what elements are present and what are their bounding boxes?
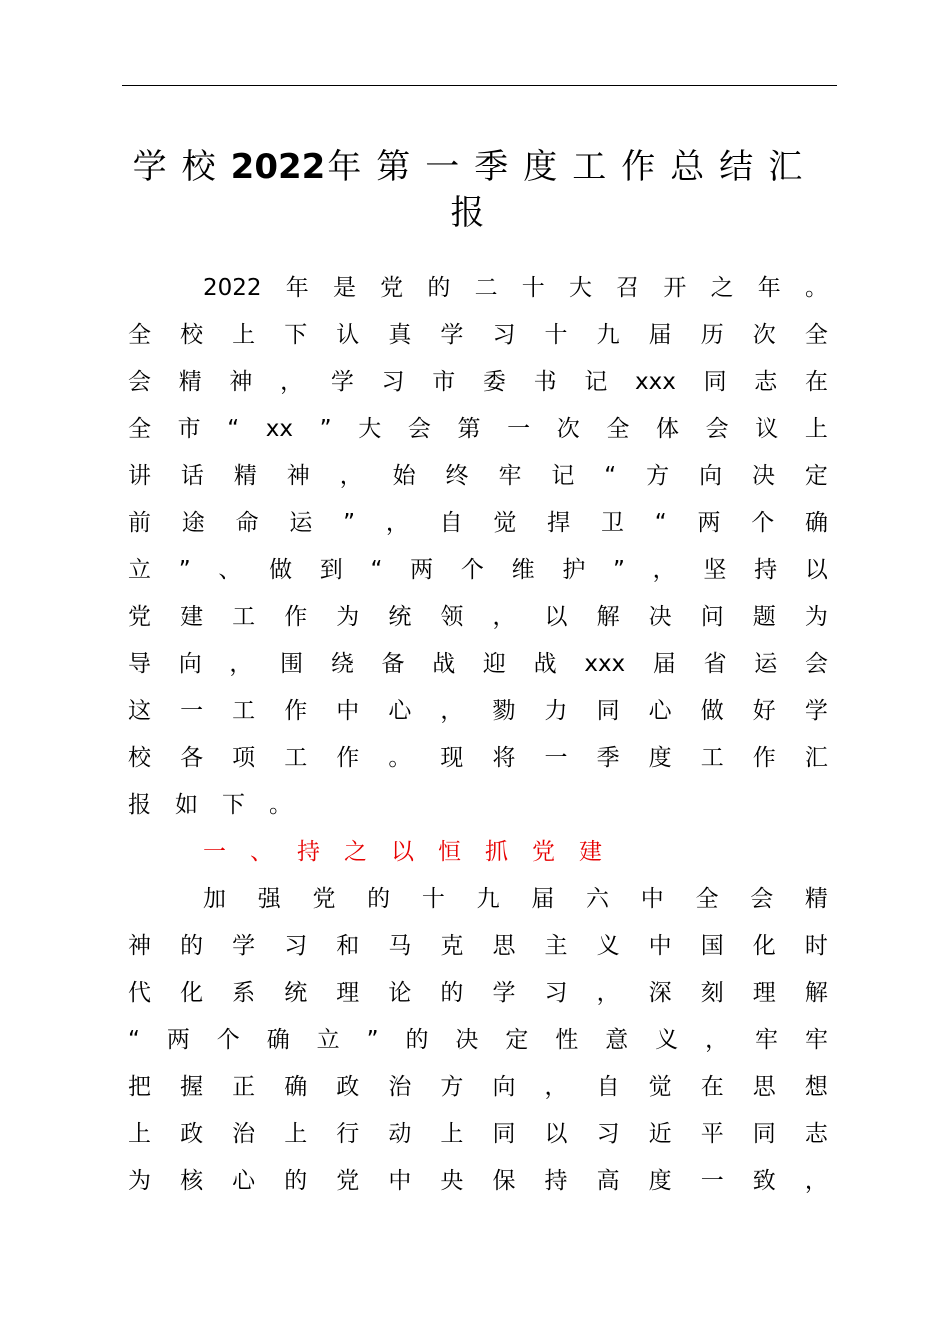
text-glyph: 义 [596, 933, 620, 959]
text-glyph: 习 [381, 369, 405, 395]
text-glyph: 党 [312, 886, 336, 912]
header-rule [122, 85, 837, 86]
text-glyph: 志 [754, 369, 778, 395]
text-glyph: 决 [751, 463, 775, 489]
text-glyph: 主 [544, 933, 568, 959]
text-glyph: 问 [700, 604, 724, 630]
text-glyph: 一 [507, 416, 531, 442]
text-glyph: 下 [284, 322, 308, 348]
text-glyph: 绕 [330, 651, 354, 677]
text-glyph: 2022 [203, 275, 262, 301]
text-glyph: “ [227, 416, 240, 442]
text-glyph: 做 [269, 557, 293, 583]
text-glyph: 之 [710, 275, 734, 301]
body-line [128, 1158, 828, 1205]
text-glyph: 以 [544, 1121, 568, 1147]
text-glyph: 、 [250, 839, 273, 865]
text-glyph: 心 [648, 698, 672, 724]
text-glyph: 备 [381, 651, 405, 677]
text-glyph: ， [339, 463, 363, 489]
text-glyph: 市 [177, 416, 201, 442]
text-glyph: 思 [492, 933, 516, 959]
text-glyph: ， [652, 557, 676, 583]
text-glyph: 思 [752, 1074, 776, 1100]
text-glyph: 时 [804, 933, 828, 959]
text-glyph: 为 [128, 1168, 151, 1194]
text-glyph: 的 [440, 980, 464, 1006]
section-heading [203, 829, 828, 876]
text-glyph: 运 [289, 510, 313, 536]
text-glyph: 定 [505, 1027, 529, 1053]
body-line [128, 923, 828, 970]
text-glyph: ， [705, 1027, 729, 1053]
text-glyph: ， [440, 698, 464, 724]
text-glyph: 意 [605, 1027, 629, 1053]
text-glyph: 的 [284, 1168, 308, 1194]
text-glyph: ” [319, 416, 332, 442]
text-glyph: 校 [180, 322, 204, 348]
text-glyph: 中 [388, 1168, 412, 1194]
text-glyph: 学 [440, 322, 464, 348]
text-glyph: 为 [336, 604, 360, 630]
text-glyph: 上 [232, 322, 256, 348]
text-glyph: 战 [533, 651, 557, 677]
text-glyph: 一 [700, 1168, 724, 1194]
text-glyph: 强 [257, 886, 281, 912]
text-glyph: 决 [648, 604, 672, 630]
text-glyph: 到 [319, 557, 343, 583]
body-line [203, 876, 828, 923]
text-glyph: 卫 [600, 510, 624, 536]
text-glyph: 中 [640, 886, 664, 912]
text-glyph: ， [229, 651, 253, 677]
text-glyph: 政 [180, 1121, 204, 1147]
text-glyph: 自 [439, 510, 463, 536]
text-glyph: 书 [533, 369, 557, 395]
text-glyph: 两 [697, 510, 721, 536]
text-glyph: 校 [128, 745, 151, 771]
text-glyph: 如 [175, 792, 198, 818]
text-glyph: 工 [700, 745, 724, 771]
text-glyph: 工 [232, 698, 256, 724]
text-glyph: 全 [606, 416, 630, 442]
text-glyph: 届 [531, 886, 555, 912]
text-glyph: 方 [440, 1074, 464, 1100]
text-glyph: 始 [392, 463, 416, 489]
text-glyph: 持 [297, 839, 320, 865]
text-glyph: “ [604, 463, 617, 489]
text-glyph: 之 [344, 839, 367, 865]
text-glyph: 记 [551, 463, 575, 489]
text-glyph: 力 [544, 698, 568, 724]
text-glyph: 精 [233, 463, 257, 489]
text-glyph: “ [654, 510, 667, 536]
text-glyph: 市 [432, 369, 456, 395]
text-glyph: 解 [804, 980, 828, 1006]
text-glyph: 汇 [804, 745, 828, 771]
text-glyph: 、 [218, 557, 242, 583]
text-glyph: 前 [128, 510, 151, 536]
body-line [128, 406, 828, 453]
text-glyph: 记 [584, 369, 608, 395]
title-line-1 [120, 144, 830, 190]
text-glyph: 建 [180, 604, 204, 630]
text-glyph: 心 [232, 1168, 256, 1194]
body-line [128, 1017, 828, 1064]
text-glyph: 牢 [804, 1027, 828, 1053]
text-glyph: 两 [410, 557, 434, 583]
text-glyph: 会 [705, 416, 729, 442]
text-glyph: 学 [804, 698, 828, 724]
text-glyph: 各 [180, 745, 204, 771]
text-glyph: 个 [216, 1027, 240, 1053]
text-glyph: 十 [521, 275, 545, 301]
text-glyph: 年 [757, 275, 781, 301]
text-glyph: 论 [388, 980, 412, 1006]
text-glyph: xx [265, 416, 294, 442]
text-glyph: 确 [805, 510, 828, 536]
text-glyph: 上 [440, 1121, 464, 1147]
text-glyph: 政 [336, 1074, 360, 1100]
text-glyph: 作 [284, 698, 308, 724]
text-glyph: 学 [232, 933, 256, 959]
text-glyph: 动 [388, 1121, 412, 1147]
text-glyph: 立 [128, 557, 151, 583]
text-glyph: ， [385, 510, 409, 536]
text-glyph: 央 [440, 1168, 464, 1194]
text-glyph: “ [370, 557, 383, 583]
text-glyph: 会 [407, 416, 431, 442]
text-glyph: 的 [180, 933, 204, 959]
text-glyph: 觉 [648, 1074, 672, 1100]
text-glyph: 的 [427, 275, 451, 301]
text-glyph: 高 [596, 1168, 620, 1194]
text-glyph: 这 [128, 698, 151, 724]
text-glyph: 次 [556, 416, 580, 442]
text-glyph: “ [128, 1027, 140, 1053]
text-glyph: 做 [700, 698, 724, 724]
text-glyph: 会 [128, 369, 151, 395]
text-glyph: 核 [180, 1168, 204, 1194]
text-glyph: 维 [511, 557, 535, 583]
text-glyph: 化 [180, 980, 204, 1006]
text-glyph: 牢 [755, 1027, 779, 1053]
text-glyph: 解 [596, 604, 620, 630]
text-glyph: ， [280, 369, 304, 395]
text-glyph: 护 [562, 557, 586, 583]
text-glyph: 终 [445, 463, 469, 489]
text-glyph: xxx [584, 651, 626, 677]
text-glyph: 近 [648, 1121, 672, 1147]
text-glyph: 一 [544, 745, 568, 771]
text-glyph: 上 [804, 416, 828, 442]
text-glyph: 运 [754, 651, 778, 677]
text-glyph: 导 [128, 651, 151, 677]
text-glyph: 理 [336, 980, 360, 1006]
body-line [128, 359, 828, 406]
body-line [203, 265, 828, 312]
text-glyph: 讲 [128, 463, 151, 489]
text-glyph: 个 [751, 510, 775, 536]
text-glyph: 方 [646, 463, 670, 489]
text-glyph: 以 [544, 604, 568, 630]
text-glyph: 迎 [482, 651, 506, 677]
text-glyph: 一 [180, 698, 204, 724]
text-glyph: 的 [367, 886, 391, 912]
text-glyph: 和 [336, 933, 360, 959]
text-glyph: 捍 [547, 510, 571, 536]
text-glyph: 克 [440, 933, 464, 959]
text-glyph: 委 [482, 369, 506, 395]
text-glyph: 题 [752, 604, 776, 630]
text-glyph: 同 [596, 698, 620, 724]
text-glyph: 马 [388, 933, 412, 959]
text-glyph: 全 [128, 416, 151, 442]
text-glyph: 建 [579, 839, 602, 865]
text-glyph: 体 [655, 416, 679, 442]
text-glyph: 将 [492, 745, 516, 771]
text-glyph: 自 [596, 1074, 620, 1100]
text-glyph: 以 [804, 557, 828, 583]
text-glyph: 抓 [485, 839, 508, 865]
text-glyph: 确 [284, 1074, 308, 1100]
text-glyph: 六 [586, 886, 610, 912]
text-glyph: 话 [180, 463, 204, 489]
text-glyph: 认 [336, 322, 360, 348]
text-glyph: 学 [330, 369, 354, 395]
text-glyph: 平 [700, 1121, 724, 1147]
body-line [128, 500, 828, 547]
text-glyph: 领 [440, 604, 464, 630]
text-glyph: 神 [128, 933, 151, 959]
text-glyph: 心 [388, 698, 412, 724]
text-glyph: 保 [492, 1168, 516, 1194]
text-glyph: 一 [203, 839, 226, 865]
text-glyph: 性 [555, 1027, 579, 1053]
body-line [128, 312, 828, 359]
text-glyph: 治 [388, 1074, 412, 1100]
text-glyph: 议 [755, 416, 779, 442]
text-glyph: 工 [284, 745, 308, 771]
text-glyph: 开 [663, 275, 687, 301]
text-glyph: 项 [232, 745, 256, 771]
text-glyph: 治 [232, 1121, 256, 1147]
text-glyph: 义 [655, 1027, 679, 1053]
text-glyph: 觉 [493, 510, 517, 536]
text-glyph: 坚 [703, 557, 727, 583]
text-glyph: 同 [492, 1121, 516, 1147]
text-glyph: 省 [703, 651, 727, 677]
text-glyph: ， [492, 604, 516, 630]
text-glyph: 习 [544, 980, 568, 1006]
title-line-2: 报 [450, 193, 500, 233]
document-title [120, 144, 830, 236]
text-glyph: 加 [203, 886, 226, 912]
text-glyph: 现 [440, 745, 464, 771]
text-glyph: 党 [336, 1168, 360, 1194]
text-glyph: 度 [648, 1168, 672, 1194]
text-glyph: ” [343, 510, 356, 536]
text-glyph: 上 [128, 1121, 151, 1147]
body-line [128, 641, 828, 688]
text-glyph: 季 [596, 745, 620, 771]
text-glyph: 决 [455, 1027, 479, 1053]
body-line [128, 453, 828, 500]
text-glyph: 届 [652, 651, 676, 677]
text-glyph: 代 [128, 980, 151, 1006]
text-glyph: 习 [492, 322, 516, 348]
text-glyph: 同 [703, 369, 727, 395]
title-year: 2022 [230, 147, 326, 187]
text-glyph: 正 [232, 1074, 256, 1100]
text-glyph: 次 [752, 322, 776, 348]
text-glyph: 志 [804, 1121, 828, 1147]
text-glyph: 召 [616, 275, 640, 301]
text-glyph: 系 [232, 980, 256, 1006]
text-glyph: 习 [596, 1121, 620, 1147]
text-glyph: 报 [128, 792, 151, 818]
text-glyph: 习 [284, 933, 308, 959]
text-glyph: 。 [269, 792, 292, 818]
text-glyph: 作 [336, 745, 360, 771]
text-glyph: 中 [336, 698, 360, 724]
body-line [128, 970, 828, 1017]
text-glyph: ” [178, 557, 191, 583]
text-glyph: 国 [700, 933, 724, 959]
text-glyph: 中 [648, 933, 672, 959]
text-glyph: 历 [700, 322, 724, 348]
text-glyph: 工 [232, 604, 256, 630]
text-glyph: 二 [474, 275, 498, 301]
body-line [128, 1064, 828, 1111]
text-glyph: 作 [752, 745, 776, 771]
text-glyph: 勠 [492, 698, 516, 724]
text-glyph: ， [804, 1168, 828, 1194]
text-glyph: 统 [388, 604, 412, 630]
body-line [128, 547, 828, 594]
text-glyph: 学 [492, 980, 516, 1006]
text-glyph: 第 [457, 416, 481, 442]
text-glyph: 为 [804, 604, 828, 630]
text-glyph: 致 [752, 1168, 776, 1194]
body-line [128, 1111, 828, 1158]
text-glyph: 立 [316, 1027, 340, 1053]
text-glyph: 刻 [700, 980, 724, 1006]
text-glyph: ， [596, 980, 620, 1006]
text-glyph: 行 [336, 1121, 360, 1147]
text-glyph: 个 [460, 557, 484, 583]
text-glyph: 上 [284, 1121, 308, 1147]
body-line [128, 594, 828, 641]
text-glyph: 届 [648, 322, 672, 348]
text-glyph: 大 [358, 416, 382, 442]
text-glyph: 围 [280, 651, 304, 677]
text-glyph: 持 [544, 1168, 568, 1194]
text-glyph: ” [613, 557, 625, 583]
text-glyph: 是 [332, 275, 356, 301]
text-glyph: 在 [804, 369, 828, 395]
title-prefix: 学校 [132, 147, 231, 187]
text-glyph: 好 [752, 698, 776, 724]
text-glyph: 全 [804, 322, 828, 348]
body-line [128, 688, 828, 735]
text-glyph: 作 [284, 604, 308, 630]
title-line1-rest: 年第一季度工作总结汇 [327, 147, 818, 187]
text-glyph: 党 [128, 604, 151, 630]
text-glyph: 持 [754, 557, 778, 583]
text-glyph: 全 [695, 886, 719, 912]
text-glyph: 。 [804, 275, 828, 301]
text-glyph: 理 [752, 980, 776, 1006]
text-glyph: 命 [235, 510, 259, 536]
text-glyph: 党 [532, 839, 555, 865]
text-glyph: 的 [405, 1027, 429, 1053]
text-glyph: 年 [285, 275, 309, 301]
text-glyph: 途 [181, 510, 205, 536]
text-glyph: 九 [476, 886, 500, 912]
body-line [128, 735, 828, 782]
text-glyph: 度 [648, 745, 672, 771]
text-glyph: 统 [284, 980, 308, 1006]
text-glyph: 党 [380, 275, 404, 301]
text-glyph: 精 [178, 369, 202, 395]
text-glyph: 神 [286, 463, 310, 489]
text-glyph: 下 [222, 792, 245, 818]
text-glyph: 会 [804, 651, 828, 677]
text-glyph: 全 [128, 322, 151, 348]
text-glyph: 向 [492, 1074, 516, 1100]
text-glyph: 把 [128, 1074, 151, 1100]
text-glyph: 同 [752, 1121, 776, 1147]
text-glyph: 十 [421, 886, 445, 912]
text-glyph: 想 [804, 1074, 828, 1100]
text-glyph: 向 [178, 651, 202, 677]
text-glyph: 战 [432, 651, 456, 677]
text-glyph: 十 [544, 322, 568, 348]
text-glyph: ， [544, 1074, 568, 1100]
text-glyph: 大 [568, 275, 592, 301]
text-glyph: 两 [166, 1027, 190, 1053]
text-glyph: 神 [229, 369, 253, 395]
text-glyph: 九 [596, 322, 620, 348]
text-glyph: ” [366, 1027, 379, 1053]
text-glyph: 握 [180, 1074, 204, 1100]
body-line [128, 782, 828, 829]
text-glyph: 深 [648, 980, 672, 1006]
text-glyph: 以 [391, 839, 414, 865]
text-glyph: 确 [266, 1027, 290, 1053]
text-glyph: 真 [388, 322, 412, 348]
text-glyph: 精 [804, 886, 828, 912]
text-glyph: xxx [635, 369, 676, 395]
text-glyph: 恒 [438, 839, 461, 865]
text-glyph: 向 [699, 463, 723, 489]
text-glyph: 化 [752, 933, 776, 959]
text-glyph: 在 [700, 1074, 724, 1100]
text-glyph: 。 [388, 745, 412, 771]
text-glyph: 会 [750, 886, 774, 912]
text-glyph: 牢 [498, 463, 522, 489]
text-glyph: 定 [804, 463, 828, 489]
